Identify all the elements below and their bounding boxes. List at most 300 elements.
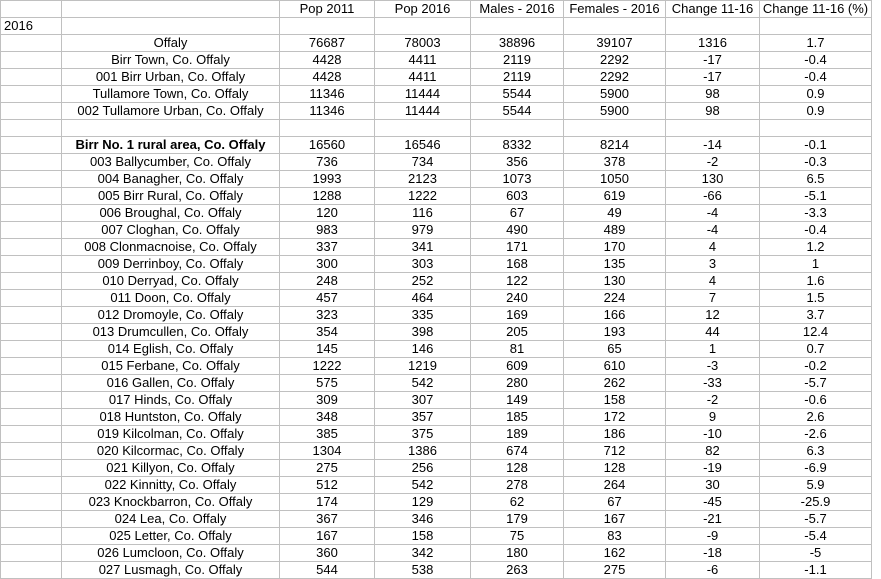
pop-2016-cell[interactable]: 4411 [375, 52, 471, 69]
pop-2011-cell[interactable]: 1222 [280, 358, 375, 375]
rural-area-total-row [1, 137, 872, 154]
pop-2011-cell[interactable]: 167 [280, 528, 375, 545]
change-cell[interactable]: 9 [666, 409, 760, 426]
change-cell[interactable]: -33 [666, 375, 760, 392]
males-2016-cell[interactable]: 149 [471, 392, 564, 409]
change-cell[interactable]: 130 [666, 171, 760, 188]
change-cell[interactable]: 82 [666, 443, 760, 460]
change-pct-cell[interactable]: -6.9 [760, 460, 872, 477]
area-cell[interactable]: Birr Town, Co. Offaly [62, 52, 280, 69]
change-pct-cell[interactable]: -5.4 [760, 528, 872, 545]
empty-cell[interactable] [1, 52, 62, 69]
table-row [1, 86, 872, 103]
females-2016-cell[interactable]: 712 [564, 443, 666, 460]
change-cell[interactable]: -2 [666, 392, 760, 409]
area-cell[interactable]: 009 Derrinboy, Co. Offaly [62, 256, 280, 273]
pop-2011-cell[interactable]: 174 [280, 494, 375, 511]
pop-2016-cell[interactable]: 542 [375, 375, 471, 392]
pop-2016-cell[interactable]: 342 [375, 545, 471, 562]
column-header-4[interactable]: Males - 2016 [471, 1, 564, 18]
pop-2016-cell[interactable]: 734 [375, 154, 471, 171]
change-pct-cell[interactable]: -0.4 [760, 222, 872, 239]
pop-2011-cell[interactable]: 385 [280, 426, 375, 443]
pop-2016-cell[interactable]: 16546 [375, 137, 471, 154]
area-cell[interactable]: 003 Ballycumber, Co. Offaly [62, 154, 280, 171]
table-row [1, 154, 872, 171]
empty-cell[interactable] [1, 307, 62, 324]
pop-2016-cell[interactable]: 341 [375, 239, 471, 256]
area-cell[interactable]: 018 Huntston, Co. Offaly [62, 409, 280, 426]
pop-2011-cell[interactable]: 16560 [280, 137, 375, 154]
change-pct-cell[interactable]: 5.9 [760, 477, 872, 494]
females-2016-cell[interactable]: 130 [564, 273, 666, 290]
males-2016-cell[interactable]: 278 [471, 477, 564, 494]
pop-2016-cell[interactable]: 4411 [375, 69, 471, 86]
females-2016-cell[interactable]: 158 [564, 392, 666, 409]
females-2016-cell[interactable]: 193 [564, 324, 666, 341]
empty-cell[interactable] [1, 358, 62, 375]
males-2016-cell[interactable]: 67 [471, 205, 564, 222]
change-cell[interactable]: 7 [666, 290, 760, 307]
table-row [1, 239, 872, 256]
change-pct-cell[interactable]: 3.7 [760, 307, 872, 324]
table-row [1, 511, 872, 528]
empty-cell[interactable] [1, 511, 62, 528]
females-2016-cell[interactable]: 167 [564, 511, 666, 528]
change-pct-cell[interactable]: -5.7 [760, 511, 872, 528]
table-row [1, 324, 872, 341]
empty-cell[interactable] [471, 18, 564, 35]
females-2016-cell[interactable]: 619 [564, 188, 666, 205]
column-header-5[interactable]: Females - 2016 [564, 1, 666, 18]
pop-2011-cell[interactable]: 360 [280, 545, 375, 562]
change-cell[interactable]: -3 [666, 358, 760, 375]
change-pct-cell[interactable]: -25.9 [760, 494, 872, 511]
empty-cell[interactable] [1, 460, 62, 477]
empty-cell[interactable] [1, 426, 62, 443]
pop-2016-cell[interactable]: 252 [375, 273, 471, 290]
table-row [1, 171, 872, 188]
pop-2011-cell[interactable]: 544 [280, 562, 375, 579]
change-cell[interactable]: -21 [666, 511, 760, 528]
change-cell[interactable]: -17 [666, 52, 760, 69]
pop-2011-cell[interactable]: 76687 [280, 35, 375, 52]
males-2016-cell[interactable]: 674 [471, 443, 564, 460]
area-cell[interactable]: 023 Knockbarron, Co. Offaly [62, 494, 280, 511]
change-pct-cell[interactable]: -0.2 [760, 358, 872, 375]
area-cell[interactable]: 021 Killyon, Co. Offaly [62, 460, 280, 477]
pop-2016-cell[interactable]: 346 [375, 511, 471, 528]
males-2016-cell[interactable]: 2119 [471, 52, 564, 69]
change-pct-cell[interactable]: -1.1 [760, 562, 872, 579]
table-row [1, 103, 872, 120]
females-2016-cell[interactable]: 39107 [564, 35, 666, 52]
column-header-7[interactable]: Change 11-16 (%) [760, 1, 872, 18]
area-cell[interactable]: 022 Kinnitty, Co. Offaly [62, 477, 280, 494]
males-2016-cell[interactable]: 280 [471, 375, 564, 392]
empty-cell[interactable] [1, 443, 62, 460]
table-row [1, 290, 872, 307]
table-row [1, 205, 872, 222]
table-row [1, 69, 872, 86]
pop-2011-cell[interactable]: 736 [280, 154, 375, 171]
change-cell[interactable]: -4 [666, 205, 760, 222]
pop-2011-cell[interactable]: 1993 [280, 171, 375, 188]
change-cell[interactable]: 1316 [666, 35, 760, 52]
females-2016-cell[interactable]: 275 [564, 562, 666, 579]
table-row [1, 375, 872, 392]
empty-cell[interactable] [280, 18, 375, 35]
change-pct-cell[interactable]: -0.3 [760, 154, 872, 171]
females-2016-cell[interactable]: 162 [564, 545, 666, 562]
empty-cell[interactable] [760, 120, 872, 137]
pop-2016-cell[interactable]: 129 [375, 494, 471, 511]
empty-cell[interactable] [1, 239, 62, 256]
area-cell[interactable]: 006 Broughal, Co. Offaly [62, 205, 280, 222]
change-pct-cell[interactable]: -2.6 [760, 426, 872, 443]
males-2016-cell[interactable]: 1073 [471, 171, 564, 188]
change-pct-cell[interactable]: 6.3 [760, 443, 872, 460]
pop-2016-cell[interactable]: 1222 [375, 188, 471, 205]
pop-2016-cell[interactable]: 256 [375, 460, 471, 477]
area-cell[interactable]: 002 Tullamore Urban, Co. Offaly [62, 103, 280, 120]
pop-2011-cell[interactable]: 367 [280, 511, 375, 528]
females-2016-cell[interactable]: 49 [564, 205, 666, 222]
empty-cell[interactable] [1, 477, 62, 494]
grid-body [1, 1, 872, 579]
table-row [1, 358, 872, 375]
area-cell[interactable]: 027 Lusmagh, Co. Offaly [62, 562, 280, 579]
females-2016-cell[interactable]: 166 [564, 307, 666, 324]
males-2016-cell[interactable]: 81 [471, 341, 564, 358]
pop-2016-cell[interactable]: 11444 [375, 86, 471, 103]
column-header-6[interactable]: Change 11-16 [666, 1, 760, 18]
change-pct-cell[interactable]: 0.9 [760, 86, 872, 103]
empty-cell[interactable] [1, 545, 62, 562]
table-row [1, 545, 872, 562]
pop-2016-cell[interactable]: 78003 [375, 35, 471, 52]
pop-2016-cell[interactable]: 357 [375, 409, 471, 426]
empty-cell[interactable] [1, 137, 62, 154]
pop-2016-cell[interactable]: 158 [375, 528, 471, 545]
females-2016-cell[interactable]: 135 [564, 256, 666, 273]
males-2016-cell[interactable]: 185 [471, 409, 564, 426]
empty-cell[interactable] [375, 120, 471, 137]
males-2016-cell[interactable]: 603 [471, 188, 564, 205]
males-2016-cell[interactable]: 171 [471, 239, 564, 256]
table-row [1, 256, 872, 273]
pop-2016-cell[interactable]: 542 [375, 477, 471, 494]
table-row [1, 307, 872, 324]
females-2016-cell[interactable]: 65 [564, 341, 666, 358]
change-cell[interactable]: 30 [666, 477, 760, 494]
pop-2011-cell[interactable]: 457 [280, 290, 375, 307]
pop-2016-cell[interactable]: 116 [375, 205, 471, 222]
females-2016-cell[interactable]: 378 [564, 154, 666, 171]
column-header-1[interactable] [62, 1, 280, 18]
empty-cell[interactable] [1, 409, 62, 426]
empty-cell[interactable] [1, 35, 62, 52]
pop-2011-cell[interactable]: 575 [280, 375, 375, 392]
change-cell[interactable]: -6 [666, 562, 760, 579]
males-2016-cell[interactable]: 205 [471, 324, 564, 341]
area-cell[interactable]: 024 Lea, Co. Offaly [62, 511, 280, 528]
pop-2016-cell[interactable]: 11444 [375, 103, 471, 120]
pop-2011-cell[interactable]: 512 [280, 477, 375, 494]
empty-cell[interactable] [375, 18, 471, 35]
area-cell[interactable]: 005 Birr Rural, Co. Offaly [62, 188, 280, 205]
area-cell[interactable]: Offaly [62, 35, 280, 52]
pop-2016-cell[interactable]: 398 [375, 324, 471, 341]
empty-cell[interactable] [1, 86, 62, 103]
females-2016-cell[interactable]: 224 [564, 290, 666, 307]
pop-2016-cell[interactable]: 979 [375, 222, 471, 239]
table-row [1, 35, 872, 52]
females-2016-cell[interactable]: 1050 [564, 171, 666, 188]
females-2016-cell[interactable]: 610 [564, 358, 666, 375]
empty-cell[interactable] [1, 392, 62, 409]
column-header-3[interactable]: Pop 2016 [375, 1, 471, 18]
empty-cell[interactable] [1, 205, 62, 222]
males-2016-cell[interactable]: 169 [471, 307, 564, 324]
males-2016-cell[interactable]: 5544 [471, 86, 564, 103]
pop-2011-cell[interactable]: 348 [280, 409, 375, 426]
males-2016-cell[interactable]: 62 [471, 494, 564, 511]
change-pct-cell[interactable]: -0.6 [760, 392, 872, 409]
change-cell[interactable]: -9 [666, 528, 760, 545]
year-row [1, 18, 872, 35]
pop-2011-cell[interactable]: 354 [280, 324, 375, 341]
change-cell[interactable]: -66 [666, 188, 760, 205]
area-cell[interactable]: 012 Dromoyle, Co. Offaly [62, 307, 280, 324]
females-2016-cell[interactable]: 8214 [564, 137, 666, 154]
empty-cell[interactable] [1, 562, 62, 579]
pop-2016-cell[interactable]: 146 [375, 341, 471, 358]
females-2016-cell[interactable]: 5900 [564, 86, 666, 103]
column-header-0[interactable] [1, 1, 62, 18]
pop-2011-cell[interactable]: 983 [280, 222, 375, 239]
area-cell[interactable]: Birr No. 1 rural area, Co. Offaly [62, 137, 280, 154]
females-2016-cell[interactable]: 170 [564, 239, 666, 256]
change-pct-cell[interactable]: 0.7 [760, 341, 872, 358]
change-cell[interactable]: 3 [666, 256, 760, 273]
change-pct-cell[interactable]: 1.2 [760, 239, 872, 256]
pop-2011-cell[interactable]: 11346 [280, 103, 375, 120]
area-cell[interactable]: 004 Banagher, Co. Offaly [62, 171, 280, 188]
empty-cell[interactable] [1, 324, 62, 341]
change-cell[interactable]: 1 [666, 341, 760, 358]
males-2016-cell[interactable]: 168 [471, 256, 564, 273]
males-2016-cell[interactable]: 128 [471, 460, 564, 477]
change-pct-cell[interactable]: 1 [760, 256, 872, 273]
empty-cell[interactable] [564, 120, 666, 137]
change-pct-cell[interactable]: 1.7 [760, 35, 872, 52]
table-row [1, 460, 872, 477]
change-cell[interactable]: -18 [666, 545, 760, 562]
females-2016-cell[interactable]: 489 [564, 222, 666, 239]
males-2016-cell[interactable]: 490 [471, 222, 564, 239]
change-cell[interactable]: 4 [666, 273, 760, 290]
empty-cell[interactable] [1, 494, 62, 511]
empty-cell[interactable] [1, 188, 62, 205]
pop-2011-cell[interactable]: 337 [280, 239, 375, 256]
change-pct-cell[interactable]: 2.6 [760, 409, 872, 426]
pop-2011-cell[interactable]: 323 [280, 307, 375, 324]
pop-2011-cell[interactable]: 1288 [280, 188, 375, 205]
change-pct-cell[interactable]: 6.5 [760, 171, 872, 188]
area-cell[interactable]: 026 Lumcloon, Co. Offaly [62, 545, 280, 562]
area-cell[interactable]: 017 Hinds, Co. Offaly [62, 392, 280, 409]
table-row [1, 426, 872, 443]
males-2016-cell[interactable]: 356 [471, 154, 564, 171]
males-2016-cell[interactable]: 8332 [471, 137, 564, 154]
change-pct-cell[interactable]: -5.1 [760, 188, 872, 205]
change-pct-cell[interactable]: -5 [760, 545, 872, 562]
area-cell[interactable]: Tullamore Town, Co. Offaly [62, 86, 280, 103]
change-cell[interactable]: 4 [666, 239, 760, 256]
empty-cell[interactable] [1, 375, 62, 392]
pop-2011-cell[interactable]: 4428 [280, 69, 375, 86]
males-2016-cell[interactable]: 240 [471, 290, 564, 307]
area-cell[interactable]: 013 Drumcullen, Co. Offaly [62, 324, 280, 341]
females-2016-cell[interactable]: 172 [564, 409, 666, 426]
females-2016-cell[interactable]: 186 [564, 426, 666, 443]
year-label-cell[interactable]: 2016 [1, 18, 62, 35]
empty-cell[interactable] [1, 69, 62, 86]
pop-2016-cell[interactable]: 375 [375, 426, 471, 443]
table-row [1, 52, 872, 69]
area-cell[interactable]: 001 Birr Urban, Co. Offaly [62, 69, 280, 86]
change-cell[interactable]: 44 [666, 324, 760, 341]
males-2016-cell[interactable]: 75 [471, 528, 564, 545]
males-2016-cell[interactable]: 5544 [471, 103, 564, 120]
change-cell[interactable]: -10 [666, 426, 760, 443]
column-header-2[interactable]: Pop 2011 [280, 1, 375, 18]
females-2016-cell[interactable]: 262 [564, 375, 666, 392]
area-cell[interactable]: 007 Cloghan, Co. Offaly [62, 222, 280, 239]
males-2016-cell[interactable]: 179 [471, 511, 564, 528]
table-row [1, 188, 872, 205]
change-pct-cell[interactable]: -5.7 [760, 375, 872, 392]
males-2016-cell[interactable]: 122 [471, 273, 564, 290]
pop-2011-cell[interactable]: 4428 [280, 52, 375, 69]
change-pct-cell[interactable]: -0.4 [760, 69, 872, 86]
header-row [1, 1, 872, 18]
pop-2011-cell[interactable]: 248 [280, 273, 375, 290]
pop-2016-cell[interactable]: 303 [375, 256, 471, 273]
area-cell[interactable]: 011 Doon, Co. Offaly [62, 290, 280, 307]
area-cell[interactable]: 025 Letter, Co. Offaly [62, 528, 280, 545]
pop-2016-cell[interactable]: 1219 [375, 358, 471, 375]
females-2016-cell[interactable]: 2292 [564, 69, 666, 86]
males-2016-cell[interactable]: 189 [471, 426, 564, 443]
pop-2011-cell[interactable]: 275 [280, 460, 375, 477]
area-cell[interactable]: 015 Ferbane, Co. Offaly [62, 358, 280, 375]
empty-cell[interactable] [1, 341, 62, 358]
empty-cell[interactable] [1, 222, 62, 239]
change-pct-cell[interactable]: 1.5 [760, 290, 872, 307]
empty-cell[interactable] [1, 154, 62, 171]
change-pct-cell[interactable]: -0.1 [760, 137, 872, 154]
pop-2016-cell[interactable]: 307 [375, 392, 471, 409]
change-cell[interactable]: 98 [666, 86, 760, 103]
empty-cell[interactable] [1, 120, 62, 137]
empty-cell[interactable] [760, 18, 872, 35]
change-pct-cell[interactable]: -3.3 [760, 205, 872, 222]
change-cell[interactable]: -4 [666, 222, 760, 239]
empty-cell[interactable] [564, 18, 666, 35]
area-cell[interactable]: 019 Kilcolman, Co. Offaly [62, 426, 280, 443]
pop-2016-cell[interactable]: 538 [375, 562, 471, 579]
empty-cell[interactable] [62, 120, 280, 137]
pop-2011-cell[interactable]: 120 [280, 205, 375, 222]
change-cell[interactable]: -2 [666, 154, 760, 171]
females-2016-cell[interactable]: 67 [564, 494, 666, 511]
table-row [1, 392, 872, 409]
change-cell[interactable]: 12 [666, 307, 760, 324]
change-cell[interactable]: 98 [666, 103, 760, 120]
area-cell[interactable]: 016 Gallen, Co. Offaly [62, 375, 280, 392]
females-2016-cell[interactable]: 83 [564, 528, 666, 545]
empty-cell[interactable] [1, 171, 62, 188]
pop-2016-cell[interactable]: 2123 [375, 171, 471, 188]
change-pct-cell[interactable]: 12.4 [760, 324, 872, 341]
change-cell[interactable]: -17 [666, 69, 760, 86]
pop-2016-cell[interactable]: 1386 [375, 443, 471, 460]
change-pct-cell[interactable]: -0.4 [760, 52, 872, 69]
area-cell[interactable]: 010 Derryad, Co. Offaly [62, 273, 280, 290]
area-cell[interactable]: 014 Eglish, Co. Offaly [62, 341, 280, 358]
females-2016-cell[interactable]: 2292 [564, 52, 666, 69]
empty-cell[interactable] [1, 273, 62, 290]
females-2016-cell[interactable]: 128 [564, 460, 666, 477]
empty-cell[interactable] [1, 256, 62, 273]
pop-2011-cell[interactable]: 1304 [280, 443, 375, 460]
area-cell[interactable]: 020 Kilcormac, Co. Offaly [62, 443, 280, 460]
empty-cell[interactable] [62, 18, 280, 35]
females-2016-cell[interactable]: 5900 [564, 103, 666, 120]
empty-cell[interactable] [666, 120, 760, 137]
empty-cell[interactable] [280, 120, 375, 137]
pop-2016-cell[interactable]: 464 [375, 290, 471, 307]
males-2016-cell[interactable]: 263 [471, 562, 564, 579]
table-row [1, 477, 872, 494]
area-cell[interactable]: 008 Clonmacnoise, Co. Offaly [62, 239, 280, 256]
males-2016-cell[interactable]: 609 [471, 358, 564, 375]
table-row [1, 409, 872, 426]
males-2016-cell[interactable]: 2119 [471, 69, 564, 86]
change-pct-cell[interactable]: 1.6 [760, 273, 872, 290]
empty-cell[interactable] [471, 120, 564, 137]
change-cell[interactable]: -19 [666, 460, 760, 477]
pop-2016-cell[interactable]: 335 [375, 307, 471, 324]
males-2016-cell[interactable]: 38896 [471, 35, 564, 52]
change-pct-cell[interactable]: 0.9 [760, 103, 872, 120]
empty-cell[interactable] [1, 528, 62, 545]
empty-cell[interactable] [666, 18, 760, 35]
empty-cell[interactable] [1, 290, 62, 307]
males-2016-cell[interactable]: 180 [471, 545, 564, 562]
empty-cell[interactable] [1, 103, 62, 120]
pop-2011-cell[interactable]: 300 [280, 256, 375, 273]
change-cell[interactable]: -45 [666, 494, 760, 511]
pop-2011-cell[interactable]: 145 [280, 341, 375, 358]
pop-2011-cell[interactable]: 11346 [280, 86, 375, 103]
females-2016-cell[interactable]: 264 [564, 477, 666, 494]
pop-2011-cell[interactable]: 309 [280, 392, 375, 409]
table-row [1, 443, 872, 460]
change-cell[interactable]: -14 [666, 137, 760, 154]
